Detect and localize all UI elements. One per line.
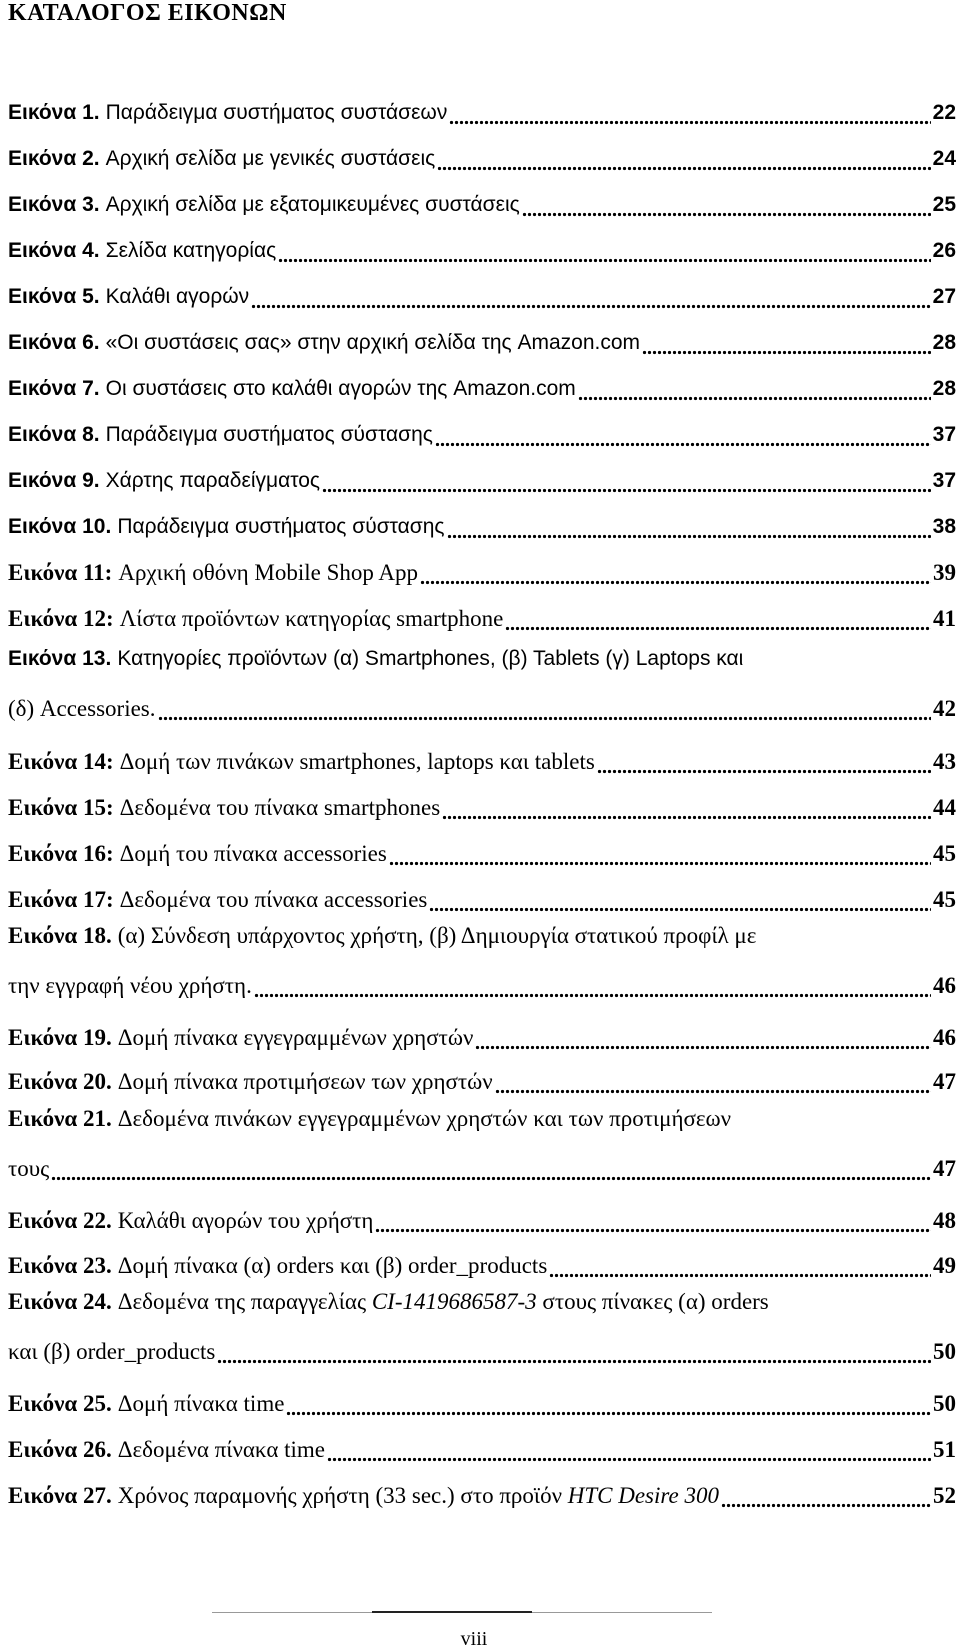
list-item[interactable] — [8, 1062, 956, 1096]
dot-leader — [642, 329, 931, 357]
dot-leader — [522, 191, 931, 219]
entry-page: 46 — [933, 973, 956, 998]
dot-leader — [254, 972, 931, 1000]
entry-page: 37 — [932, 469, 956, 492]
entry-page: 48 — [933, 1208, 956, 1233]
list-item[interactable] — [8, 1430, 956, 1464]
list-item[interactable] — [8, 834, 956, 868]
entry-title: Καλάθι αγορών — [105, 285, 250, 308]
entry-title: Δεδομένα του πίνακα smartphones — [119, 795, 441, 820]
entry-title: Παράδειγμα συστήματος σύστασης — [105, 423, 433, 446]
entry-title: Αρχική οθόνη Mobile Shop App — [118, 560, 418, 585]
entry-page: 24 — [932, 147, 956, 170]
dot-leader — [158, 695, 931, 723]
title-part: Χρόνος παραμονής χρήστη (33 sec.) στο προϊόν — [117, 1483, 568, 1508]
dot-leader — [549, 1252, 931, 1280]
dot-leader — [437, 145, 930, 173]
list-item[interactable] — [8, 323, 956, 357]
dot-leader — [442, 794, 931, 822]
entry-label: Εικόνα 3. — [8, 193, 100, 216]
entry-title: Καλάθι αγορών του χρήστη — [117, 1208, 374, 1233]
dot-leader — [322, 467, 931, 495]
entry-label: Εικόνα 17: — [8, 887, 114, 912]
dot-leader — [251, 283, 930, 311]
list-item[interactable] — [8, 742, 956, 776]
dot-leader — [449, 99, 930, 127]
entry-title-continued: τους — [8, 1156, 50, 1181]
footer-rule — [212, 1612, 712, 1613]
list-item[interactable] — [8, 93, 956, 127]
order-id: CI-1419686587-3 — [371, 1289, 537, 1314]
entry-title: Κατηγορίες προϊόντων (α) Smartphones, (β) Tablets (γ) Laptops και — [117, 647, 744, 670]
entry-title: Σελίδα κατηγορίας — [105, 239, 277, 262]
entry-label: Εικόνα 27. — [8, 1483, 112, 1508]
entry-page: 27 — [932, 285, 956, 308]
entry-label: Εικόνα 14: — [8, 749, 114, 774]
entry-page: 43 — [933, 749, 956, 774]
list-item[interactable] — [8, 1384, 956, 1418]
entry-label: Εικόνα 1. — [8, 101, 100, 124]
entry-page: 42 — [933, 696, 956, 721]
entry-page: 47 — [933, 1069, 956, 1094]
product-name: HTC Desire 300 — [567, 1483, 719, 1508]
list-item[interactable] — [8, 645, 956, 723]
list-item[interactable] — [8, 880, 956, 914]
dot-leader — [286, 1390, 931, 1418]
entry-label: Εικόνα 25. — [8, 1391, 112, 1416]
entry-title: Παράδειγμα συστήματος σύστασης — [117, 515, 445, 538]
entry-title: Οι συστάσεις στο καλάθι αγορών της Amazon.com — [105, 377, 576, 400]
entry-title: Δεδομένα πίνακα time — [117, 1437, 325, 1462]
list-item[interactable] — [8, 553, 956, 587]
entry-title: Αρχική σελίδα με γενικές συστάσεις — [105, 147, 436, 170]
entry-page: 28 — [932, 377, 956, 400]
entry-page: 41 — [933, 606, 956, 631]
entry-label: Εικόνα 10. — [8, 515, 112, 538]
entry-page: 25 — [932, 193, 956, 216]
dot-leader — [597, 748, 931, 776]
list-item[interactable] — [8, 461, 956, 495]
list-item[interactable] — [8, 1476, 956, 1510]
entry-label: Εικόνα 22. — [8, 1208, 112, 1233]
entry-label: Εικόνα 7. — [8, 377, 100, 400]
dot-leader — [429, 886, 931, 914]
entry-label: Εικόνα 18. — [8, 923, 112, 948]
list-item[interactable] — [8, 788, 956, 822]
entry-page: 39 — [933, 560, 956, 585]
entry-title: Δεδομένα του πίνακα accessories — [119, 887, 428, 912]
dot-leader — [278, 237, 930, 265]
dot-leader — [435, 421, 931, 449]
entry-label: Εικόνα 13. — [8, 647, 112, 670]
list-item[interactable] — [8, 922, 956, 1000]
dot-leader — [505, 605, 931, 633]
list-item[interactable] — [8, 1105, 956, 1183]
entry-page: 50 — [933, 1391, 956, 1416]
title-part: Δεδομένα της παραγγελίας — [117, 1289, 372, 1314]
entry-title: Χάρτης παραδείγματος — [105, 469, 321, 492]
entry-page: 22 — [932, 101, 956, 124]
dot-leader — [217, 1338, 931, 1366]
entry-label: Εικόνα 2. — [8, 147, 100, 170]
entry-label: Εικόνα 15: — [8, 795, 114, 820]
entry-page: 47 — [933, 1156, 956, 1181]
entry-title: Δομή πίνακα προτιμήσεων των χρηστών — [117, 1069, 493, 1094]
page-number: viii — [460, 1628, 488, 1650]
dot-leader — [51, 1155, 931, 1183]
dot-leader — [389, 840, 931, 868]
list-item[interactable] — [8, 231, 956, 265]
entry-page: 26 — [932, 239, 956, 262]
list-item[interactable] — [8, 277, 956, 311]
entry-page: 37 — [932, 423, 956, 446]
entry-page: 51 — [933, 1437, 956, 1462]
entry-page: 44 — [933, 795, 956, 820]
entry-page: 46 — [933, 1025, 956, 1050]
list-item[interactable] — [8, 1018, 956, 1052]
entry-page: 52 — [933, 1483, 956, 1508]
entry-label: Εικόνα 26. — [8, 1437, 112, 1462]
list-item[interactable] — [8, 507, 956, 541]
entry-title: Αρχική σελίδα με εξατομικευμένες συστάσεις — [105, 193, 520, 216]
entry-label: Εικόνα 5. — [8, 285, 100, 308]
list-item[interactable] — [8, 369, 956, 403]
entry-label: Εικόνα 12: — [8, 606, 114, 631]
entry-label: Εικόνα 6. — [8, 331, 100, 354]
figure-list — [8, 0, 956, 1650]
entry-label: Εικόνα 24. — [8, 1289, 112, 1314]
entry-title-continued: την εγγραφή νέου χρήστη. — [8, 973, 252, 998]
entry-title — [118, 1288, 769, 1316]
list-item[interactable] — [8, 1288, 956, 1366]
entry-label: Εικόνα 9. — [8, 469, 100, 492]
entry-title-continued: και (β) order_products — [8, 1339, 216, 1364]
entry-page: 50 — [933, 1339, 956, 1364]
list-heading: ΚΑΤΑΛΟΓΟΣ ΕΙΚΟΝΩΝ — [8, 0, 287, 26]
entry-title: Δομή πίνακα εγγεγραμμένων χρηστών — [117, 1025, 474, 1050]
title-part: στους πίνακες (α) orders — [536, 1289, 769, 1314]
list-item[interactable] — [8, 415, 956, 449]
entry-page: 49 — [933, 1253, 956, 1278]
dot-leader — [375, 1207, 931, 1235]
list-item[interactable] — [8, 185, 956, 219]
entry-title: Δομή των πινάκων smartphones, laptops και tablets — [119, 749, 595, 774]
entry-label: Εικόνα 19. — [8, 1025, 112, 1050]
entry-title: «Οι συστάσεις σας» στην αρχική σελίδα της Amazon.com — [105, 331, 641, 354]
list-item[interactable] — [8, 599, 956, 633]
list-item[interactable] — [8, 139, 956, 173]
dot-leader — [420, 559, 931, 587]
entry-title: Δομή πίνακα time — [117, 1391, 285, 1416]
entry-title — [118, 1482, 719, 1510]
dot-leader — [327, 1436, 931, 1464]
entry-title-continued: (δ) Accessories. — [8, 696, 156, 721]
entry-title: Λίστα προϊόντων κατηγορίας smartphone — [119, 606, 504, 631]
entry-page: 45 — [933, 841, 956, 866]
entry-label: Εικόνα 16: — [8, 841, 114, 866]
entry-page: 28 — [932, 331, 956, 354]
entry-label: Εικόνα 20. — [8, 1069, 112, 1094]
dot-leader — [578, 375, 931, 403]
entry-label: Εικόνα 11: — [8, 560, 113, 585]
list-item[interactable] — [8, 1201, 956, 1235]
entry-label: Εικόνα 4. — [8, 239, 100, 262]
entry-title: (α) Σύνδεση υπάρχοντος χρήστη, (β) Δημιουργία στατικού προφίλ με — [117, 923, 757, 948]
entry-title: Δομή πίνακα (α) orders και (β) order_products — [117, 1253, 548, 1278]
entry-title: Παράδειγμα συστήματος συστάσεων — [105, 101, 448, 124]
entry-title: Δεδομένα πινάκων εγγεγραμμένων χρηστών και των προτιμήσεων — [117, 1106, 732, 1131]
entry-page: 38 — [932, 515, 956, 538]
entry-label: Εικόνα 23. — [8, 1253, 112, 1278]
list-item[interactable] — [8, 1246, 956, 1280]
dot-leader — [475, 1024, 931, 1052]
dot-leader — [447, 513, 931, 541]
entry-title: Δομή του πίνακα accessories — [119, 841, 387, 866]
dot-leader — [721, 1482, 931, 1510]
entry-label: Εικόνα 8. — [8, 423, 100, 446]
dot-leader — [495, 1068, 931, 1096]
entry-page: 45 — [933, 887, 956, 912]
entry-label: Εικόνα 21. — [8, 1106, 112, 1131]
